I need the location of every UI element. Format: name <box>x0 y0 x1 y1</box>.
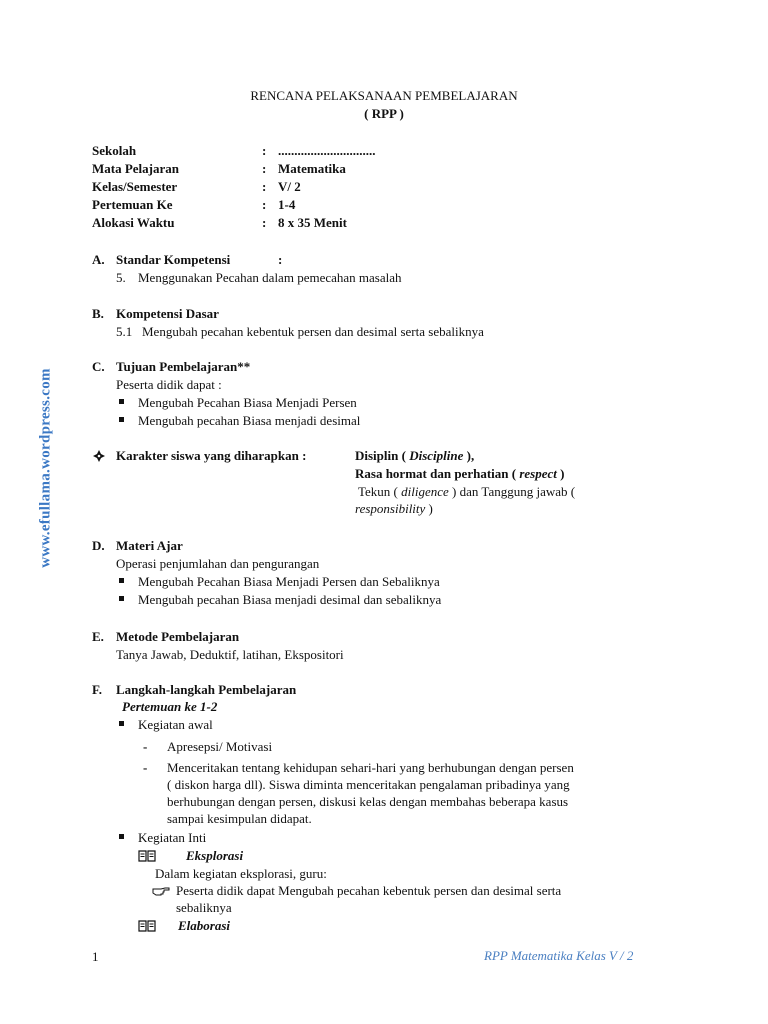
section-d-intro: Operasi penjumlahan dan pengurangan <box>116 556 320 571</box>
section-a-text: Menggunakan Pecahan dalam pemecahan masalah <box>138 270 402 285</box>
footer-title: RPP Matematika Kelas V / 2 <box>484 948 634 963</box>
awal-item: Apresepsi/ Motivasi <box>167 739 273 754</box>
watermark-url[interactable]: www.efullama.wordpress.com <box>37 368 54 568</box>
bullet-square-icon <box>119 596 124 601</box>
awal-item: Menceritakan tentang kehidupan sehari-hari yang berhubungan dengan persen <box>167 760 574 775</box>
section-d-letter: D. <box>92 538 105 553</box>
identity-label-sekolah: Sekolah <box>92 143 137 158</box>
eksplorasi-item-continuation: sebaliknya <box>176 900 232 915</box>
elaborasi-heading: Elaborasi <box>178 918 231 933</box>
section-a-heading: Standar Kompetensi <box>116 252 231 267</box>
section-d-item: Mengubah pecahan Biasa menjadi desimal dan sebaliknya <box>138 592 442 607</box>
eksplorasi-item: Peserta didik dapat Mengubah pecahan kebentuk persen dan desimal serta <box>176 883 562 898</box>
identity-sep: : <box>262 215 267 230</box>
open-book-icon <box>138 919 156 933</box>
open-book-icon <box>138 849 156 863</box>
bullet-square-icon <box>119 399 124 404</box>
identity-sep: : <box>262 197 267 212</box>
identity-label-mapel: Mata Pelajaran <box>92 161 180 176</box>
dash-bullet: - <box>143 760 148 775</box>
identity-value-sekolah: .............................. <box>278 143 376 158</box>
awal-item-continuation: ( diskon harga dll). Siswa diminta menceritakan pengalaman pribadinya yang <box>167 777 570 792</box>
bullet-square-icon <box>119 721 124 726</box>
section-b-text: Mengubah pecahan kebentuk persen dan desimal serta sebaliknya <box>142 324 484 339</box>
eksplorasi-intro: Dalam kegiatan eksplorasi, guru: <box>155 866 327 881</box>
karakter-label: Karakter siswa yang diharapkan : <box>116 448 307 463</box>
section-a-number: 5. <box>116 270 126 285</box>
dash-bullet: - <box>143 739 148 754</box>
section-e-heading: Metode Pembelajaran <box>116 629 240 644</box>
karakter-line3: Tekun ( diligence ) dan Tanggung jawab ( <box>358 484 576 499</box>
identity-label-alokasi: Alokasi Waktu <box>92 215 175 230</box>
kegiatan-inti-label: Kegiatan Inti <box>138 830 207 845</box>
section-d-heading: Materi Ajar <box>116 538 183 553</box>
identity-value-alokasi: 8 x 35 Menit <box>278 215 347 230</box>
title-line2: ( RPP ) <box>364 106 404 121</box>
eksplorasi-heading: Eksplorasi <box>186 848 244 863</box>
identity-sep: : <box>262 161 267 176</box>
identity-value-mapel: Matematika <box>278 161 346 176</box>
identity-value-pertemuan: 1-4 <box>278 197 296 212</box>
section-b-letter: B. <box>92 306 104 321</box>
identity-value-kelas: V/ 2 <box>278 179 301 194</box>
identity-label-pertemuan: Pertemuan Ke <box>92 197 173 212</box>
pertemuan-subheading: Pertemuan ke 1-2 <box>122 699 218 714</box>
karakter-line2: Rasa hormat dan perhatian ( respect ) <box>355 466 565 481</box>
section-e-text: Tanya Jawab, Deduktif, latihan, Ekspositori <box>116 647 344 662</box>
diamond-bullet-icon <box>92 449 106 463</box>
section-a-letter: A. <box>92 252 105 267</box>
page-number: 1 <box>92 949 99 964</box>
section-b-number: 5.1 <box>116 324 133 339</box>
title-line1: RENCANA PELAKSANAAN PEMBELAJARAN <box>250 88 518 103</box>
section-f-heading: Langkah-langkah Pembelajaran <box>116 682 297 697</box>
kegiatan-awal-label: Kegiatan awal <box>138 717 213 732</box>
section-c-letter: C. <box>92 359 105 374</box>
bullet-square-icon <box>119 417 124 422</box>
section-a-colon: : <box>278 252 283 267</box>
section-c-intro: Peserta didik dapat : <box>116 377 222 392</box>
identity-sep: : <box>262 179 267 194</box>
section-e-letter: E. <box>92 629 104 644</box>
awal-item-continuation: sampai kesimpulan didapat. <box>167 811 312 826</box>
pointing-hand-icon <box>152 884 170 896</box>
section-f-letter: F. <box>92 682 102 697</box>
section-c-item: Mengubah Pecahan Biasa Menjadi Persen <box>138 395 357 410</box>
karakter-line4: responsibility ) <box>355 501 433 516</box>
bullet-square-icon <box>119 834 124 839</box>
section-c-heading: Tujuan Pembelajaran** <box>116 359 251 374</box>
identity-label-kelas: Kelas/Semester <box>92 179 178 194</box>
bullet-square-icon <box>119 578 124 583</box>
identity-sep: : <box>262 143 267 158</box>
section-c-item: Mengubah pecahan Biasa menjadi desimal <box>138 413 361 428</box>
section-d-item: Mengubah Pecahan Biasa Menjadi Persen dan Sebaliknya <box>138 574 440 589</box>
karakter-line1: Disiplin ( Discipline ), <box>355 448 475 463</box>
awal-item-continuation: berhubungan dengan persen, diskusi kelas dengan membahas beberapa kasus <box>167 794 569 809</box>
section-b-heading: Kompetensi Dasar <box>116 306 219 321</box>
